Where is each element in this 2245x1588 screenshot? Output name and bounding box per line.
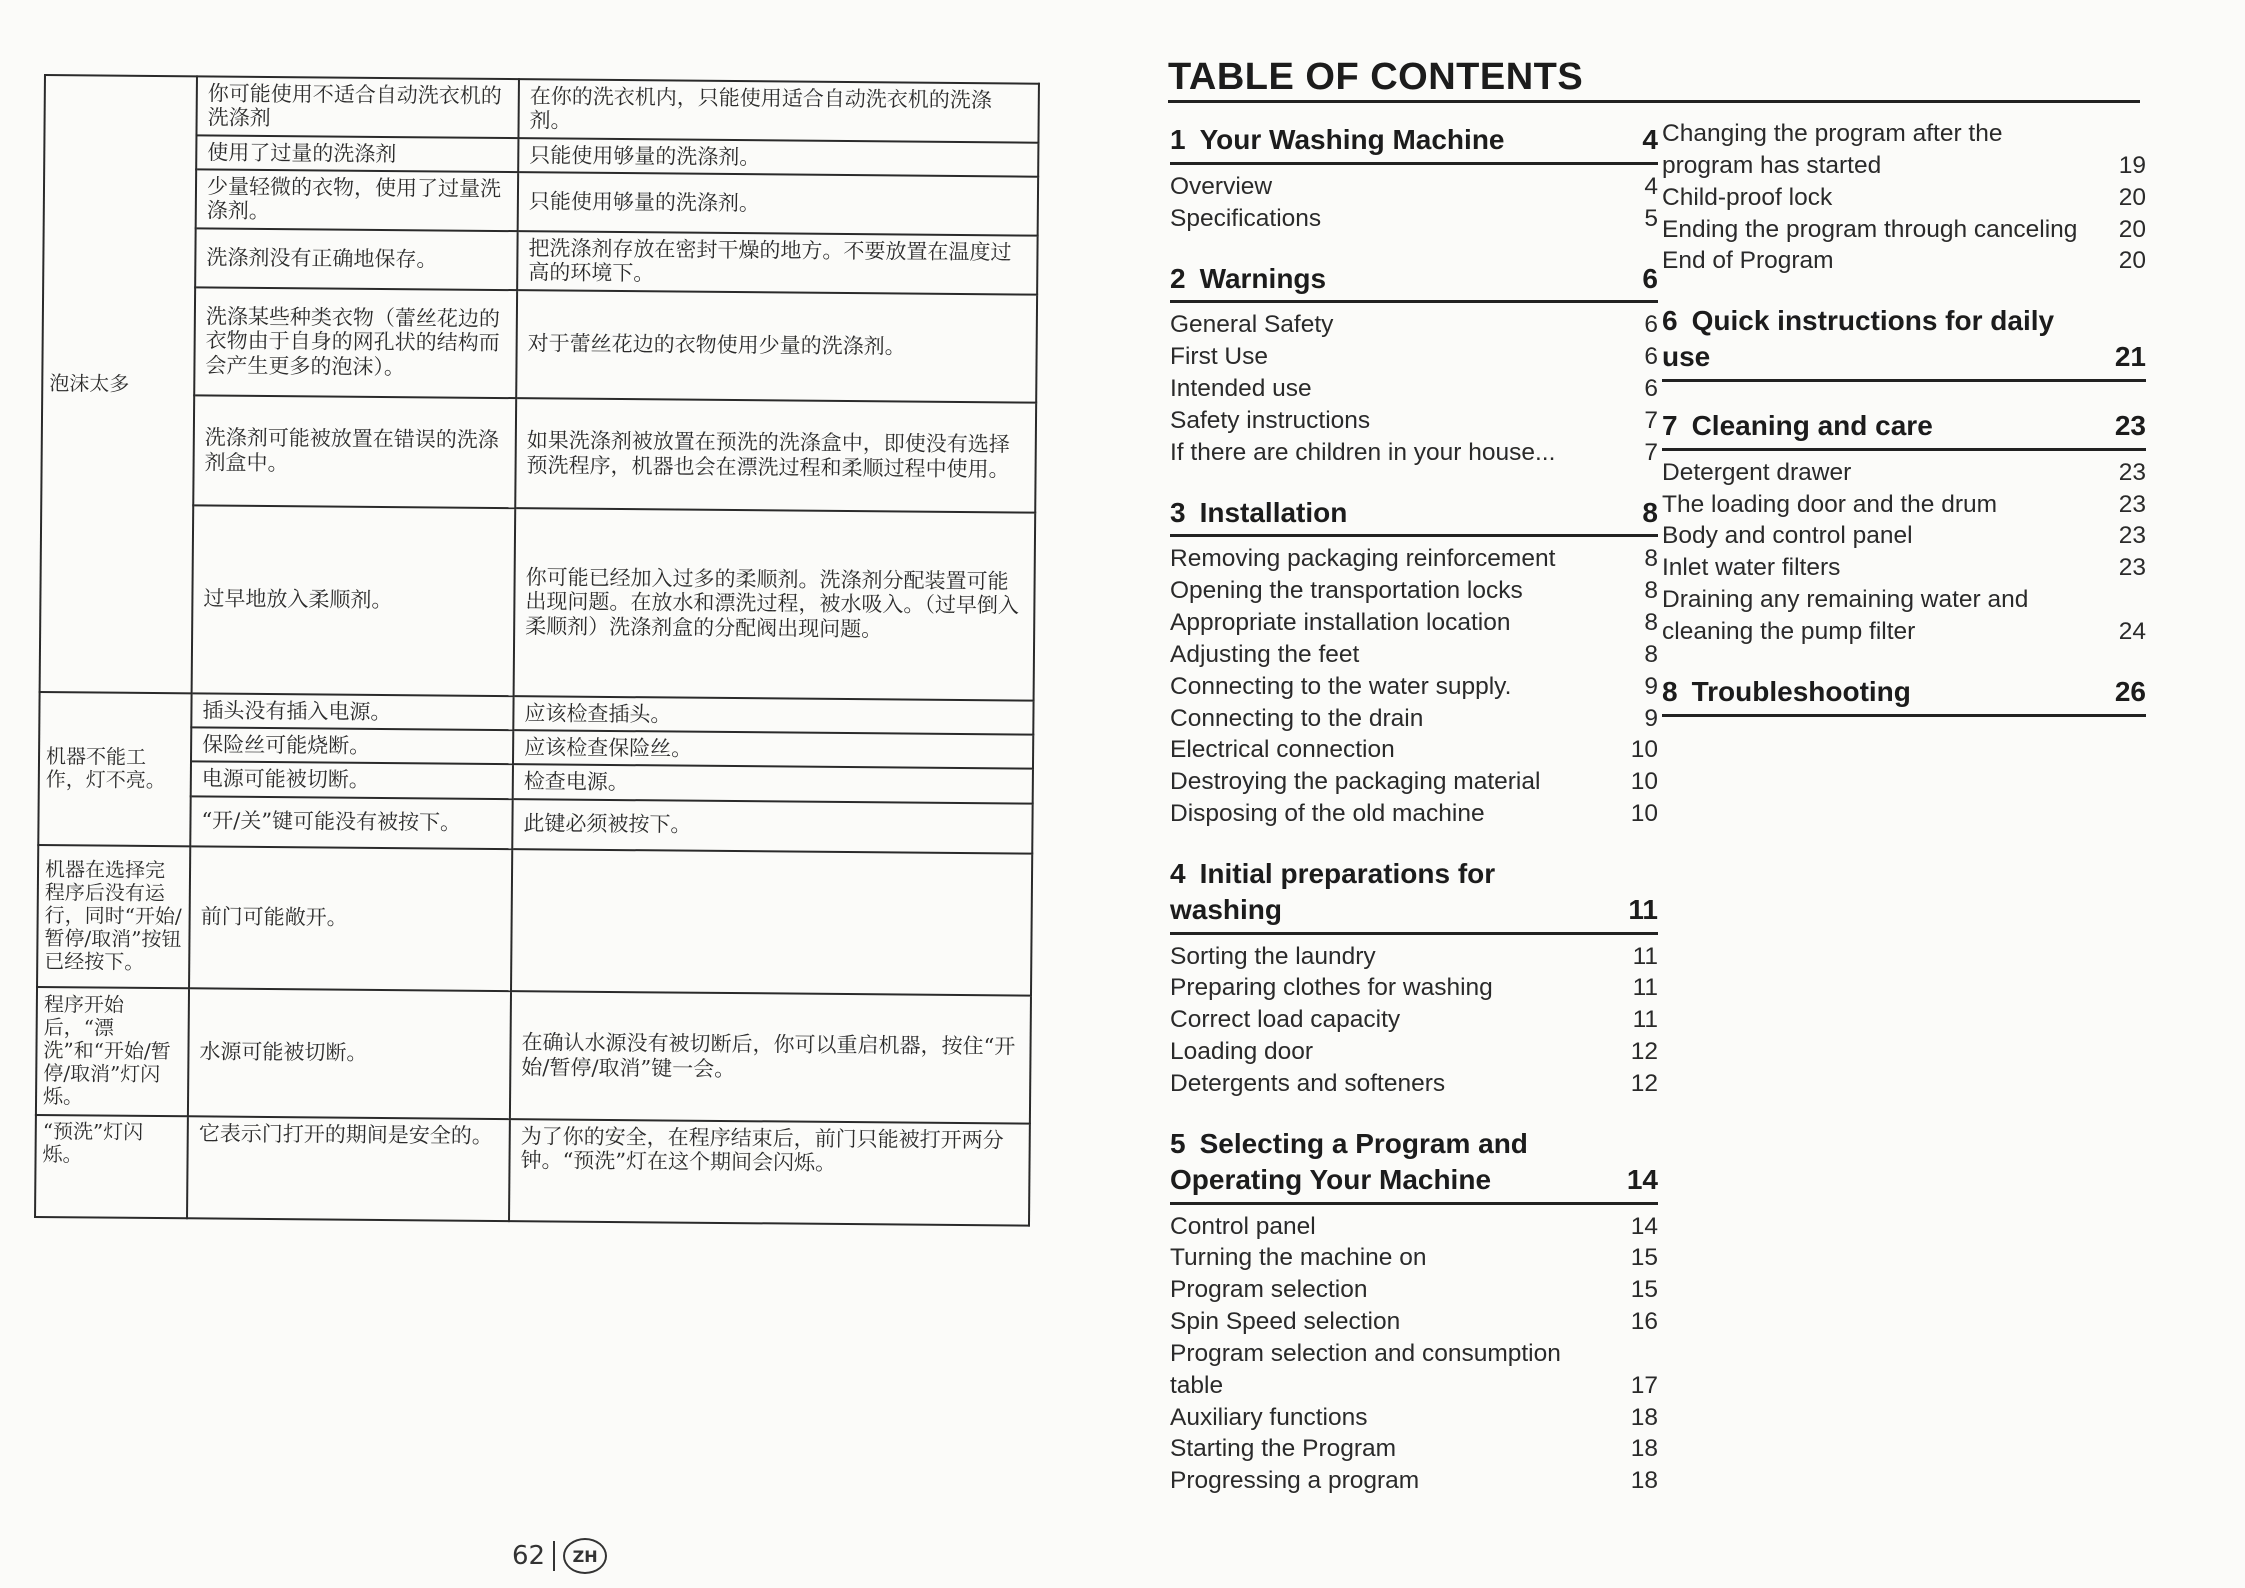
zh-language-icon: ZH <box>563 1538 607 1574</box>
toc-entry-title: Control panel <box>1170 1212 1316 1240</box>
section-heading-text <box>1662 674 2114 710</box>
section-number: 8 <box>1662 675 1678 707</box>
toc-entry[interactable] <box>1170 607 1658 639</box>
problem-cell: 机器在选择完程序后没有运行，同时“开始/暂停/取消”按钮已经按下。 <box>37 845 190 988</box>
problem-cell: 程序开始后，“漂洗”和“开始/暂停/取消”灯闪烁。 <box>36 987 189 1116</box>
section-title: Installation <box>1199 496 1348 528</box>
toc-entry-page: 9 <box>1644 672 1658 700</box>
toc-entry[interactable] <box>1170 1306 1658 1338</box>
section-heading-text <box>1662 303 2114 375</box>
solution-cell: 把洗涤剂存放在密封干燥的地方。不要放置在温度过高的环境下。 <box>517 231 1037 294</box>
toc-entry-title: Body and control panel <box>1662 522 1913 550</box>
cause-cell: “开/关”键可能没有被按下。 <box>190 796 512 849</box>
section-number: 1 <box>1170 124 1186 155</box>
toc-entry-page: 17 <box>1630 1371 1658 1399</box>
table-row <box>39 692 1033 735</box>
toc-entry[interactable] <box>1662 214 2146 246</box>
toc-section-heading[interactable] <box>1170 122 1658 165</box>
section-title: Quick instructions for daily use <box>1662 305 2055 373</box>
section-number: 3 <box>1170 496 1186 528</box>
toc-entry[interactable] <box>1170 203 1658 235</box>
table-row <box>37 845 1032 996</box>
cause-cell: 电源可能被切断。 <box>191 762 513 799</box>
section-page: 14 <box>1626 1163 1658 1195</box>
page-number-divider <box>553 1541 555 1571</box>
toc-entry[interactable] <box>1662 489 2146 521</box>
toc-entry[interactable] <box>1170 1433 1658 1465</box>
toc-entry[interactable] <box>1170 1402 1658 1434</box>
toc-entry-page: 11 <box>1632 942 1658 970</box>
right-page <box>1100 0 2245 1588</box>
toc-entry-page: 4 <box>1644 172 1658 200</box>
page-number-value: 62 <box>512 1541 546 1571</box>
cause-cell: 过早地放入柔顺剂。 <box>192 505 516 696</box>
section-title: Warnings <box>1199 262 1327 294</box>
solution-cell: 对于蕾丝花边的衣物使用少量的洗涤剂。 <box>516 290 1037 403</box>
toc-entry-title: Destroying the packaging material <box>1170 768 1541 796</box>
toc-entry[interactable] <box>1170 373 1658 405</box>
toc-entry-title: Removing packaging reinforcement <box>1170 545 1556 573</box>
toc-entry-page: 14 <box>1630 1212 1658 1240</box>
section-title: Cleaning and care <box>1691 409 1933 441</box>
solution-cell: 在你的洗衣机内，只能使用适合自动洗衣机的洗涤剂。 <box>518 79 1038 142</box>
toc-entry-title: Safety instructions <box>1170 406 1371 434</box>
toc-section-heading[interactable] <box>1662 303 2146 382</box>
section-heading-text <box>1170 261 1626 297</box>
toc-section-heading[interactable] <box>1170 261 1658 304</box>
section-number: 7 <box>1662 409 1678 441</box>
toc-entry-page: 8 <box>1644 640 1658 668</box>
toc-entry-title: Program selection and consumption table <box>1170 1339 1561 1399</box>
toc-entry[interactable] <box>1170 437 1658 469</box>
toc-entry[interactable] <box>1170 1068 1658 1100</box>
toc-title: TABLE OF CONTENTS <box>1168 56 1584 98</box>
toc-entry-page: 6 <box>1644 375 1658 403</box>
toc-entry-page: 20 <box>2118 183 2146 211</box>
toc-entry-page: 8 <box>1644 577 1658 605</box>
cause-cell: 插头没有插入电源。 <box>191 693 513 730</box>
toc-entry-title: Connecting to the drain <box>1170 704 1424 732</box>
section-page: 6 <box>1642 262 1658 294</box>
title-divider <box>1168 100 2140 103</box>
section-title: Initial preparations for washing <box>1170 857 1496 925</box>
toc-section-5 <box>1170 1126 1658 1497</box>
table-row <box>35 1115 1030 1226</box>
toc-entry-page: 5 <box>1644 204 1658 232</box>
toc-column-1 <box>1170 122 1658 1523</box>
toc-entry-title: Program selection <box>1170 1276 1368 1304</box>
toc-entry-page: 12 <box>1630 1038 1658 1066</box>
toc-entry-title: Appropriate installation location <box>1170 609 1511 637</box>
toc-entry[interactable] <box>1662 552 2146 584</box>
toc-entry[interactable] <box>1170 1242 1658 1274</box>
toc-section-7 <box>1662 408 2146 648</box>
toc-entry-page: 8 <box>1644 545 1658 573</box>
section-heading-text <box>1170 495 1626 531</box>
toc-entry[interactable] <box>1170 703 1658 735</box>
page-number <box>512 1538 607 1574</box>
toc-entry[interactable] <box>1170 341 1658 373</box>
toc-entry-title: The loading door and the drum <box>1662 490 1998 518</box>
table-row <box>44 75 1038 142</box>
toc-entry-page: 15 <box>1630 1244 1658 1272</box>
cause-cell: 洗涤剂没有正确地保存。 <box>195 228 518 290</box>
toc-entry-page: 11 <box>1632 974 1658 1002</box>
toc-entry[interactable] <box>1170 1004 1658 1036</box>
solution-cell: 如果洗涤剂被放置在预洗的洗涤盒中，即使没有选择预洗程序，机器也会在漂洗过程和柔顺过程中使用。 <box>515 398 1036 513</box>
toc-entry-page: 23 <box>2118 522 2146 550</box>
toc-section-heading[interactable] <box>1662 674 2146 717</box>
toc-entry[interactable] <box>1170 1338 1658 1402</box>
toc-entry-title: Draining any remaining water and cleaning the pump filter <box>1662 586 2029 645</box>
toc-entry-page: 11 <box>1632 1006 1658 1034</box>
toc-section-8 <box>1662 674 2146 717</box>
toc-section-1 <box>1170 122 1658 235</box>
toc-section-2 <box>1170 261 1658 469</box>
problem-cell: “预洗”灯闪烁。 <box>35 1115 188 1218</box>
left-page <box>0 0 1100 1588</box>
toc-entry[interactable] <box>1170 766 1658 798</box>
toc-column-2 <box>1662 118 2146 743</box>
toc-entry-title: Connecting to the water supply. <box>1170 672 1512 700</box>
toc-entry-page: 18 <box>1630 1403 1658 1431</box>
toc-entry-page: 23 <box>2118 554 2146 582</box>
toc-entry-page: 16 <box>1630 1308 1658 1336</box>
toc-entry[interactable] <box>1170 639 1658 671</box>
toc-column-2-sections <box>1662 303 2146 716</box>
toc-entry-title: General Safety <box>1170 311 1334 339</box>
toc-entry[interactable] <box>1662 245 2146 277</box>
section-number: 5 <box>1170 1127 1186 1159</box>
toc-entry-page: 24 <box>2118 617 2146 645</box>
toc-entry-page: 18 <box>1630 1435 1658 1463</box>
section-heading-text <box>1170 856 1626 928</box>
toc-entry-page: 19 <box>2118 151 2146 179</box>
section-page: 4 <box>1642 124 1658 155</box>
toc-entry-title: Correct load capacity <box>1170 1006 1401 1034</box>
toc-entry[interactable] <box>1170 1274 1658 1306</box>
cause-cell: 洗涤某些种类衣物（蕾丝花边的衣物由于自身的网孔状的结构而会产生更多的泡沫）。 <box>194 287 517 398</box>
table-row <box>36 987 1031 1124</box>
toc-entry[interactable] <box>1170 405 1658 437</box>
toc-entry-page: 10 <box>1630 736 1658 764</box>
toc-entry-title: Changing the program after the program has started <box>1662 120 2003 179</box>
toc-entry-page: 10 <box>1630 800 1658 828</box>
problem-cell: 机器不能工作，灯不亮。 <box>38 692 191 846</box>
section-heading-text <box>1662 408 2114 444</box>
toc-entry-title: Electrical connection <box>1170 736 1395 764</box>
cause-cell: 水源可能被切断。 <box>188 988 511 1119</box>
toc-entry-title: Starting the Program <box>1170 1435 1397 1463</box>
solution-cell: 应该检查保险丝。 <box>513 730 1033 769</box>
cause-cell: 它表示门打开的期间是安全的。 <box>187 1116 510 1221</box>
toc-entry-title: Adjusting the feet <box>1170 640 1360 668</box>
toc-entry[interactable] <box>1170 543 1658 575</box>
cause-cell: 使用了过量的洗涤剂 <box>196 135 518 172</box>
toc-entry-page: 18 <box>1630 1467 1658 1495</box>
section-title: Troubleshooting <box>1691 675 1911 707</box>
solution-cell: 只能使用够量的洗涤剂。 <box>518 138 1038 177</box>
toc-section-4 <box>1170 856 1658 1100</box>
toc-entry-title: Detergent drawer <box>1662 458 1852 486</box>
toc-entry-page: 6 <box>1644 343 1658 371</box>
section-title: Selecting a Program and Operating Your Machine <box>1170 1127 1528 1195</box>
toc-entry[interactable] <box>1662 584 2146 648</box>
toc-entry-title: Child-proof lock <box>1662 183 1833 211</box>
toc-entry-title: Progressing a program <box>1170 1467 1420 1495</box>
toc-entry-page: 8 <box>1644 609 1658 637</box>
toc-entry[interactable] <box>1170 171 1658 203</box>
solution-cell <box>511 849 1032 996</box>
cause-cell: 少量轻微的衣物，使用了过量洗涤剂。 <box>196 169 519 231</box>
toc-entry-page: 9 <box>1644 704 1658 732</box>
toc-section-heading[interactable] <box>1170 856 1658 935</box>
toc-section-heading[interactable] <box>1170 1126 1658 1205</box>
toc-entry-title: Spin Speed selection <box>1170 1308 1401 1336</box>
toc-entry[interactable] <box>1662 182 2146 214</box>
toc-entry-page: 12 <box>1630 1070 1658 1098</box>
solution-cell: 只能使用够量的洗涤剂。 <box>518 172 1038 235</box>
toc-entry-title: Auxiliary functions <box>1170 1403 1368 1431</box>
toc-entry[interactable] <box>1662 118 2146 182</box>
solution-cell: 为了你的安全，在程序结束后，前门只能被打开两分钟。“预洗”灯在这个期间会闪烁。 <box>509 1119 1030 1226</box>
toc-entry[interactable] <box>1662 520 2146 552</box>
toc-entry[interactable] <box>1170 798 1658 830</box>
toc-entry-page: 15 <box>1630 1276 1658 1304</box>
toc-entry-page: 23 <box>2118 490 2146 518</box>
toc-entry-page: 7 <box>1644 438 1658 466</box>
toc-entry-title: Sorting the laundry <box>1170 942 1376 970</box>
section-title: Your Washing Machine <box>1199 124 1505 155</box>
toc-entry-page: 20 <box>2118 247 2146 275</box>
toc-entry[interactable] <box>1170 575 1658 607</box>
toc-entry-title: End of Program <box>1662 247 1834 275</box>
toc-section-heading[interactable] <box>1662 408 2146 451</box>
solution-cell: 应该检查插头。 <box>513 696 1033 735</box>
problem-cell: 泡沫太多 <box>40 75 197 693</box>
toc-entry-title: Preparing clothes for washing <box>1170 974 1493 1002</box>
cause-cell: 你可能使用不适合自动洗衣机的洗涤剂 <box>196 76 519 138</box>
toc-entry-page: 23 <box>2118 458 2146 486</box>
section-heading-text <box>1170 1126 1626 1198</box>
section-page: 21 <box>2114 341 2146 373</box>
cause-cell: 前门可能敞开。 <box>189 846 512 991</box>
toc-entry-title: Specifications <box>1170 204 1322 232</box>
cause-cell: 洗涤剂可能被放置在错误的洗涤剂盒中。 <box>193 395 516 508</box>
section-page: 8 <box>1642 496 1658 528</box>
toc-entry[interactable] <box>1170 309 1658 341</box>
toc-entry[interactable] <box>1170 734 1658 766</box>
toc-entry[interactable] <box>1662 457 2146 489</box>
toc-section-5-continued <box>1662 118 2146 277</box>
toc-entry-title: If there are children in your house... <box>1170 438 1556 466</box>
section-page: 26 <box>2114 675 2146 707</box>
toc-entry-title: First Use <box>1170 343 1268 371</box>
section-page: 11 <box>1628 893 1658 925</box>
toc-entry-title: Ending the program through canceling <box>1662 215 2078 243</box>
toc-entry-title: Disposing of the old machine <box>1170 800 1485 828</box>
toc-entry[interactable] <box>1170 1465 1658 1497</box>
toc-entry-title: Opening the transportation locks <box>1170 577 1523 605</box>
section-number: 2 <box>1170 262 1186 294</box>
toc-section-6 <box>1662 303 2146 382</box>
toc-entry[interactable] <box>1170 1211 1658 1243</box>
toc-entry-title: Inlet water filters <box>1662 554 1841 582</box>
toc-entry-page: 10 <box>1630 768 1658 796</box>
solution-cell: 此键必须被按下。 <box>512 799 1032 854</box>
solution-cell: 检查电源。 <box>513 764 1033 803</box>
toc-entry[interactable] <box>1170 941 1658 973</box>
section-page: 23 <box>2114 409 2146 441</box>
toc-entry-title: Intended use <box>1170 375 1312 403</box>
toc-entry-page: 6 <box>1644 311 1658 339</box>
toc-entry-page: 20 <box>2118 215 2146 243</box>
toc-section-heading[interactable] <box>1170 495 1658 538</box>
section-heading-text <box>1170 122 1626 158</box>
cause-cell: 保险丝可能烧断。 <box>191 727 513 764</box>
toc-entry[interactable] <box>1170 972 1658 1004</box>
toc-entry-title: Overview <box>1170 172 1273 200</box>
toc-entry[interactable] <box>1170 1036 1658 1068</box>
toc-section-3 <box>1170 495 1658 830</box>
section-number: 6 <box>1662 305 1678 337</box>
section-number: 4 <box>1170 857 1186 889</box>
solution-cell: 你可能已经加入过多的柔顺剂。洗涤剂分配装置可能出现问题。在放水和漂洗过程，被水吸入。（过早倒入柔顺剂）洗涤剂盒的分配阀出现问题。 <box>514 508 1036 701</box>
toc-entry-page: 7 <box>1644 406 1658 434</box>
toc-entry-title: Turning the machine on <box>1170 1244 1427 1272</box>
toc-entry-title: Detergents and softeners <box>1170 1070 1446 1098</box>
solution-cell: 在确认水源没有被切断后，你可以重启机器，按住“开始/暂停/取消”键一会。 <box>510 991 1031 1124</box>
troubleshooting-table-zh <box>34 74 1040 1226</box>
toc-entry-title: Loading door <box>1170 1038 1314 1066</box>
toc-entry[interactable] <box>1170 671 1658 703</box>
